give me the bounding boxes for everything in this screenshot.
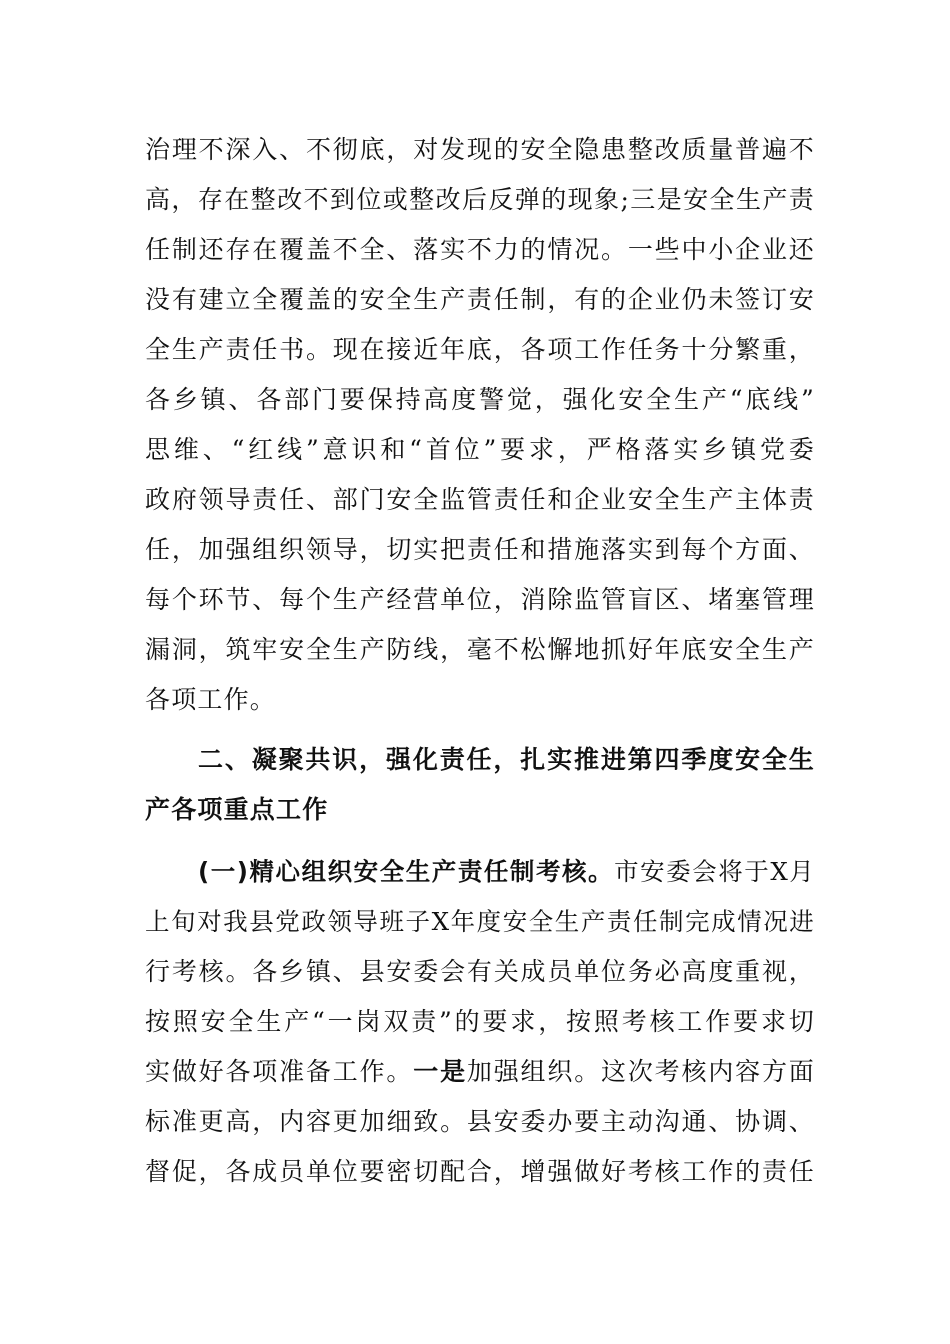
paragraph-line: 每个环节、每个生产经营单位，消除监管盲区、堵塞管理 — [145, 585, 815, 614]
paragraph-line: 各项工作。 — [145, 685, 277, 714]
paragraph-line: 任，加强组织领导，切实把责任和措施落实到每个方面、 — [145, 535, 815, 564]
section-heading: 产各项重点工作 — [145, 795, 329, 824]
paragraph-line: 各乡镇、各部门要保持高度警觉，强化安全生产“底线” — [145, 385, 815, 414]
paragraph-line: 高，存在整改不到位或整改后反弹的现象;三是安全生产责 — [145, 185, 815, 214]
paragraph-line: 全生产责任书。现在接近年底，各项工作任务十分繁重， — [145, 335, 815, 364]
paragraph-line: 没有建立全覆盖的安全生产责任制，有的企业仍未签订安 — [145, 285, 815, 314]
section-heading: 二、凝聚共识，强化责任，扎实推进第四季度安全生 — [198, 745, 815, 774]
item-text: 加强组织。这次考核内容方面 — [466, 1057, 815, 1086]
paragraph-line — [145, 1052, 815, 1092]
paragraph-line: 思维、“红线”意识和“首位”要求，严格落实乡镇党委 — [145, 435, 815, 464]
paragraph-line: 按照安全生产“一岗双责”的要求，按照考核工作要求切 — [145, 1007, 815, 1036]
paragraph-line: 治理不深入、不彻底，对发现的安全隐患整改质量普遍不 — [145, 135, 815, 164]
item-text: 实做好各项准备工作。 — [145, 1057, 414, 1086]
paragraph-line: 督促，各成员单位要密切配合，增强做好考核工作的责任 — [145, 1157, 815, 1186]
paragraph-line: 任制还存在覆盖不全、落实不力的情况。一些中小企业还 — [145, 235, 815, 264]
paragraph-line: 上旬对我县党政领导班子X年度安全生产责任制完成情况进 — [145, 907, 815, 936]
emphasis-text: 一是 — [413, 1057, 467, 1086]
item-first-line — [198, 852, 815, 892]
paragraph-line: 行考核。各乡镇、县安委会有关成员单位务必高度重视， — [145, 957, 815, 986]
item-title: (一)精心组织安全生产责任制考核。 — [198, 857, 615, 886]
paragraph-line: 漏洞，筑牢安全生产防线，毫不松懈地抓好年底安全生产 — [145, 635, 815, 664]
item-text: 市安委会将于X月 — [614, 857, 815, 886]
paragraph-line: 标准更高，内容更加细致。县安委办要主动沟通、协调、 — [145, 1107, 815, 1136]
paragraph-line: 政府领导责任、部门安全监管责任和企业安全生产主体责 — [145, 485, 815, 514]
